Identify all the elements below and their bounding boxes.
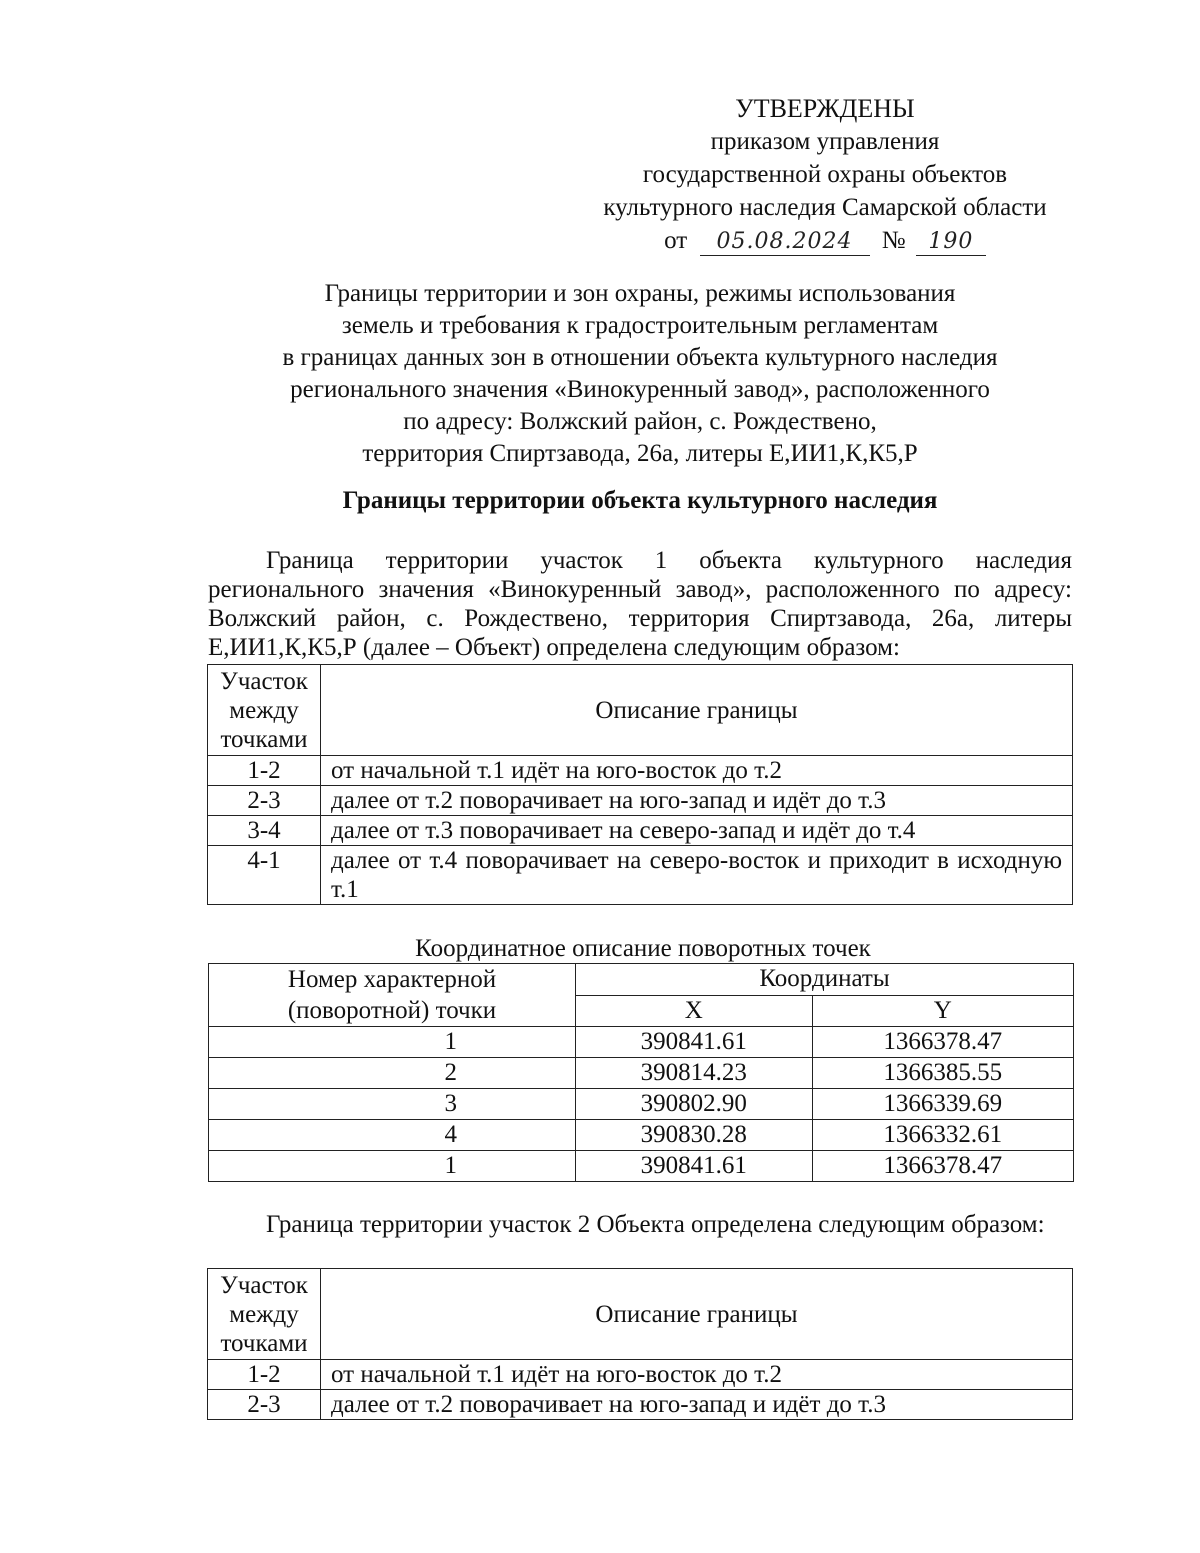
y-cell: 1366332.61: [812, 1120, 1073, 1151]
segment-cell: 3-4: [208, 816, 321, 846]
x-header: X: [576, 995, 813, 1027]
table-row: [208, 786, 1073, 816]
x-cell: 390830.28: [576, 1120, 813, 1151]
title-line: Границы территории и зон охраны, режимы использования: [324, 280, 956, 307]
description-cell: далее от т.2 поворачивает на юго-запад и идёт до т.3: [321, 786, 1073, 816]
title-line: территория Спиртзавода, 26а, литеры Е,ИИ1,К,К5,Р: [362, 440, 918, 467]
y-header: Y: [812, 995, 1073, 1027]
x-cell: 390802.90: [576, 1089, 813, 1120]
segment-cell: 4-1: [208, 846, 321, 905]
description-header: Описание границы: [321, 665, 1073, 756]
description-cell: от начальной т.1 идёт на юго-восток до т.2: [321, 756, 1073, 786]
table-row: [208, 756, 1073, 786]
boundary-table-site-1: [207, 664, 1073, 905]
x-cell: 390841.61: [576, 1151, 813, 1182]
section-heading: Границы территории объекта культурного наследия: [342, 487, 938, 514]
title-line: земель и требования к градостроительным регламентам: [341, 312, 939, 339]
point-number-cell: 3: [209, 1089, 576, 1120]
title-line: регионального значения «Винокуренный завод», расположенного: [290, 376, 990, 403]
handwritten-date: 05.08.2024: [700, 229, 870, 256]
segment-header: Участок между точками: [208, 1269, 321, 1360]
title-line: по адресу: Волжский район, с. Рождествено,: [403, 408, 877, 435]
description-cell: от начальной т.1 идёт на юго-восток до т.2: [321, 1360, 1073, 1390]
point-number-cell: 1: [209, 1151, 576, 1182]
table-row: [209, 1089, 1074, 1120]
table-header-row: [208, 665, 1073, 756]
approval-line-3: культурного наследия Самарской области: [603, 194, 1047, 221]
segment-cell: 2-3: [208, 1390, 321, 1420]
description-cell: далее от т.2 поворачивает на юго-запад и идёт до т.3: [321, 1390, 1073, 1420]
number-label: №: [881, 227, 906, 254]
title-line: в границах данных зон в отношении объекта культурного наследия: [282, 344, 998, 371]
coordinates-table: [208, 963, 1074, 1182]
segment-cell: 1-2: [208, 1360, 321, 1390]
table-row: [208, 846, 1073, 905]
y-cell: 1366378.47: [812, 1027, 1073, 1058]
point-number-cell: 2: [209, 1058, 576, 1089]
description-cell: далее от т.3 поворачивает на северо-запад и идёт до т.4: [321, 816, 1073, 846]
description-cell: далее от т.4 поворачивает на северо-восток и приходит в исходную т.1: [321, 846, 1073, 905]
point-number-cell: 1: [209, 1027, 576, 1058]
segment-cell: 2-3: [208, 786, 321, 816]
table-row: [209, 1120, 1074, 1151]
segment-header: Участок между точками: [208, 665, 321, 756]
approval-heading: УТВЕРЖДЕНЫ: [735, 94, 915, 123]
table-row: [208, 1390, 1073, 1420]
paragraph-site-1: Граница территории участок 1 объекта культурного наследия регионального значения «Винокуренный завод», расположенного по адресу: Волжский район, с. Рождествено, территория Спиртзавода, 26а, литеры Е,ИИ1,К,К5,Р (далее – Объект) определена следующим образом:: [208, 547, 1072, 661]
x-cell: 390814.23: [576, 1058, 813, 1089]
y-cell: 1366339.69: [812, 1089, 1073, 1120]
table-header-row: [208, 1269, 1073, 1360]
table-row: [208, 816, 1073, 846]
y-cell: 1366385.55: [812, 1058, 1073, 1089]
table-row: [208, 1360, 1073, 1390]
y-cell: 1366378.47: [812, 1151, 1073, 1182]
table-row: [209, 1058, 1074, 1089]
from-label: от: [664, 227, 688, 254]
table-row: [209, 1151, 1074, 1182]
approval-block: [560, 92, 1090, 257]
table-row: [209, 1027, 1074, 1058]
coordinates-header: Координаты: [576, 964, 1074, 996]
coordinates-caption: Координатное описание поворотных точек: [415, 935, 871, 962]
handwritten-number: 190: [916, 229, 986, 256]
boundary-table-site-2: [207, 1268, 1073, 1420]
point-number-cell: 4: [209, 1120, 576, 1151]
order-date-number-line: [560, 224, 1090, 257]
description-header: Описание границы: [321, 1269, 1073, 1360]
approval-line-1: приказом управления: [710, 128, 940, 155]
document-title: [210, 278, 1070, 470]
segment-cell: 1-2: [208, 756, 321, 786]
x-cell: 390841.61: [576, 1027, 813, 1058]
paragraph-site-2: Граница территории участок 2 Объекта определена следующим образом:: [266, 1211, 1045, 1238]
point-number-header: Номер характерной (поворотной) точки: [209, 964, 576, 1027]
table-header-row: [209, 964, 1074, 996]
approval-line-2: государственной охраны объектов: [642, 161, 1008, 188]
